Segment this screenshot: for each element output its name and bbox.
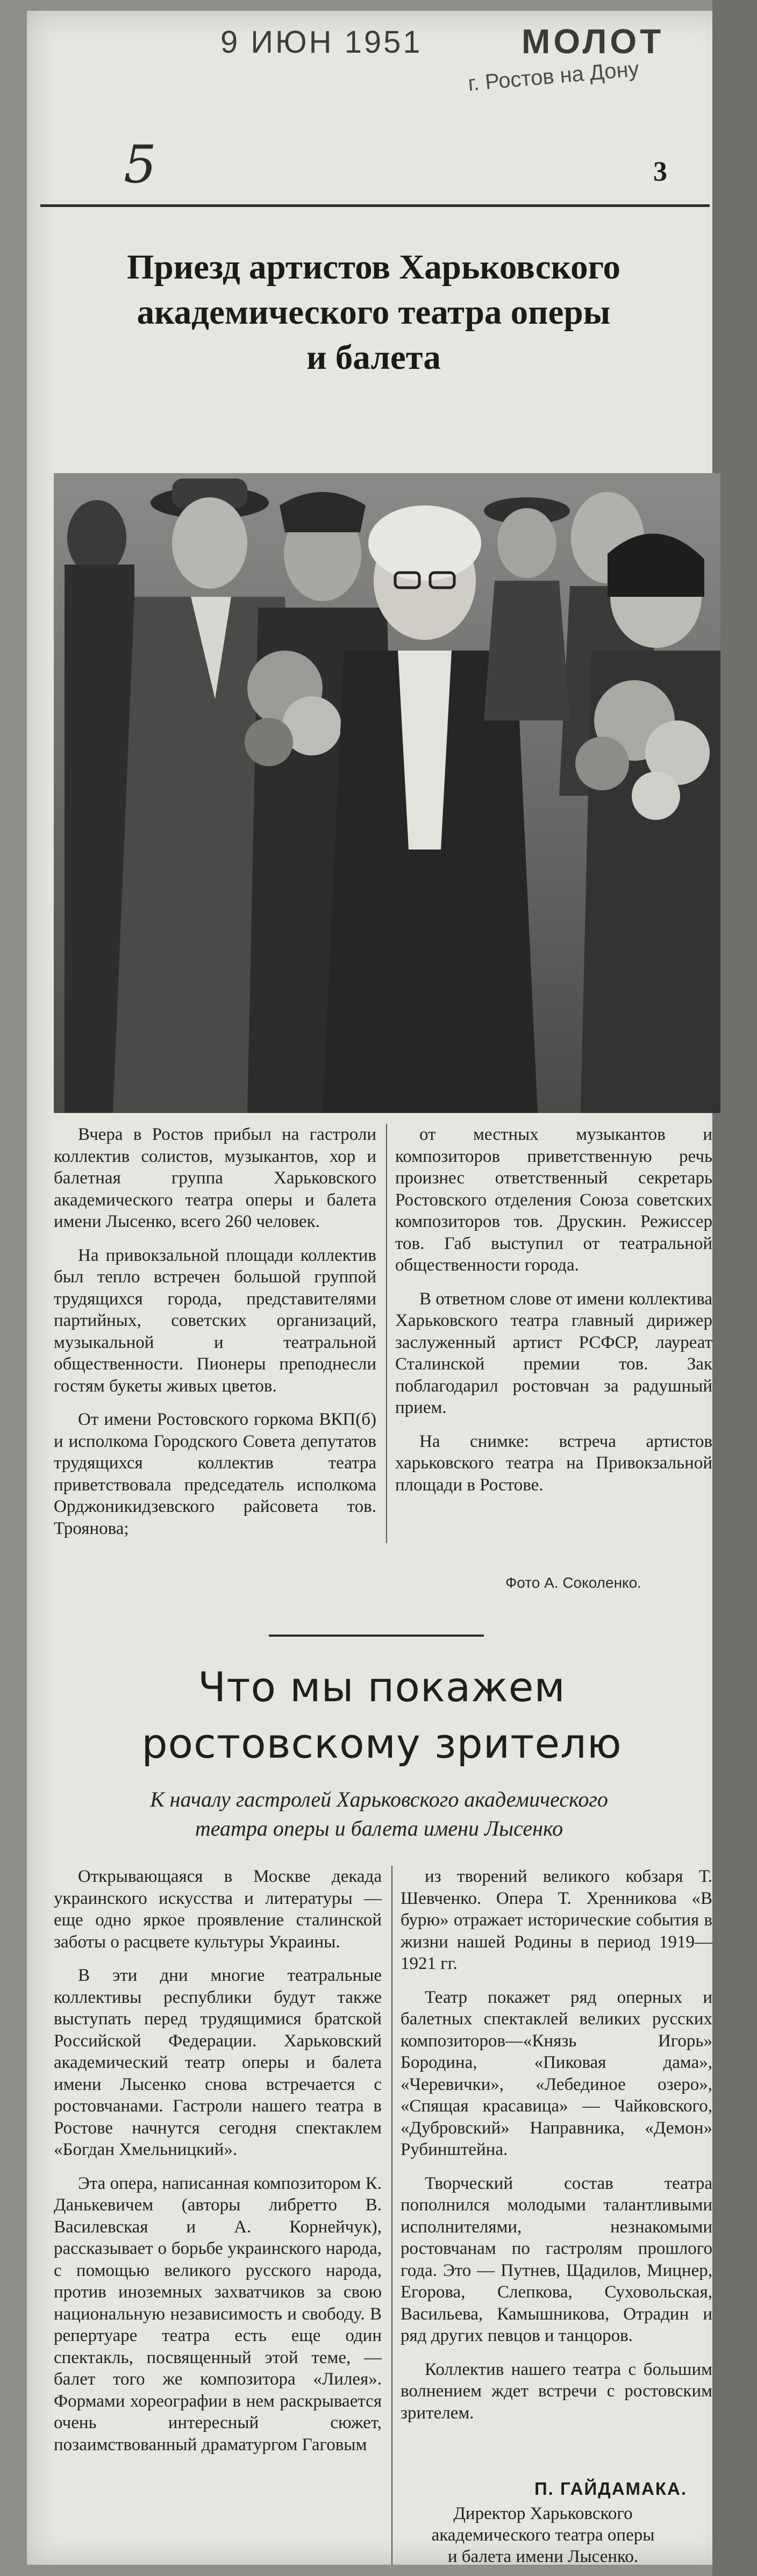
- article2-right-column: [401, 1866, 712, 2436]
- headline-arrival: Приезд артистов Харьковского академического театра оперы и балета: [126, 248, 621, 377]
- signature-title: Директор Харьковского академического театра оперы и балета имени Лысенко.: [431, 2504, 655, 2566]
- subheadline: К началу гастролей Харьковского академического театра оперы и балета имени Лысенко: [150, 1787, 608, 1840]
- photo-caption: На снимке: встреча артистов харьковского театра на Привокзальной площади в Ростове.: [395, 1431, 712, 1495]
- paragraph: Творческий состав театра пополнился молодыми талантливыми исполнителями, незнакомыми ростовчанам по гастролям прошлого года. Это — Путнев, Щадилов, Мицнер, Егорова, Слепкова, Суховольская, Васильева, Камышникова, Отрадин и ряд других певцов и танцоров.: [401, 2173, 712, 2345]
- paragraph: В эти дни многие театральные коллективы республики будут также выступать перед трудящимися братской Российской Федерации. Харьковский академический театр оперы и балета имени Лысенко снова встречается с ростовчанами. Гастроли нашего театра в Ростове начнутся сегодня спектаклем «Богдан Хмельницкий».: [54, 1966, 382, 2159]
- paragraph: Открывающаяся в Москве декада украинского искусства и литературы — еще одно яркое проявление сталинской заботы о расцвете культуры Украины.: [54, 1867, 382, 1952]
- paragraph: От имени Ростовского горкома ВКП(б) и исполкома Городского Совета депутатов трудящихся коллектив театра приветствовала председатель исполкома Орджоникидзевского райсовета тов. Троянова;: [54, 1410, 376, 1538]
- news-photo: [54, 473, 720, 1113]
- article1-left-column: [54, 1124, 376, 1551]
- newspaper-stamp: МОЛОТ: [522, 22, 665, 61]
- photo-credit: Фото А. Соколенко.: [505, 1574, 641, 1591]
- page-number: 3: [653, 156, 667, 187]
- date-stamp: 9 ИЮН 1951: [220, 25, 423, 60]
- city-stamp: г. Ростов на Дону: [467, 57, 640, 96]
- paragraph: На привокзальной площади коллектив был тепло встречен большой группой трудящихся города, представителями партийных, советских организаций, музыкальной и театральной общественности. Пионеры преподнесли гостям букеты живых цветов.: [54, 1245, 376, 1396]
- paragraph: от местных музыкантов и композиторов приветственную речь произнес ответственный секретарь Ростовского отделения Союза советских композиторов тов. Друскин. Режиссер тов. Габ выступил от театральной общественности города.: [395, 1125, 712, 1275]
- background-strip: [712, 0, 757, 2576]
- section-divider: [269, 1635, 484, 1637]
- column-divider: [386, 1124, 387, 1543]
- signature-name: П. ГАЙДАМАКА.: [534, 2479, 687, 2499]
- top-rule: [40, 204, 710, 207]
- photo-image: [54, 473, 720, 1113]
- paragraph: Коллектив нашего театра с большим волнением ждет встречи с ростовским зрителем.: [401, 2359, 712, 2423]
- paragraph: В ответном слове от имени коллектива Харьковского театра главный дирижер заслуженный артист РСФСР, лауреат Сталинской премии тов. Зак поблагодарил ростовчан за радушный прием.: [395, 1289, 712, 1417]
- paragraph: Вчера в Ростов прибыл на гастроли коллектив солистов, музыкантов, хор и балетная группа Харьковского академического театра оперы и балета имени Лысенко, всего 260 человек.: [54, 1125, 376, 1231]
- handwritten-number: 5: [124, 134, 157, 195]
- paragraph: Эта опера, написанная композитором К. Данькевичем (авторы либретто В. Василевская и А. Корнейчук), рассказывает о борьбе украинского народа, с помощью великого русского народа, против иноземных захватчиков за свою национальную независимость и свободу. В репертуаре театра есть еще один спектакль, посвященный этой теме, — балет того же композитора «Лилея». Формами хореографии в нем раскрывается очень интересный сюжет, позаимствованный драматургом Гаговым: [54, 2173, 382, 2454]
- article1-right-column: [395, 1124, 712, 1508]
- paragraph: Театр покажет ряд оперных и балетных спектаклей великих русских композиторов—«Князь Игорь» Бородина, «Пиковая дама», «Черевички», «Лебединое озеро», «Спящая красавица» — Чайковского, «Дубровский» Направника, «Демон» Рубинштейна.: [401, 1987, 712, 2159]
- article2-left-column: [54, 1866, 382, 2467]
- column-divider: [391, 1866, 392, 2565]
- headline-what-we-show: Что мы покажем ростовскому зрителю: [141, 1663, 622, 1767]
- paragraph: из творений великого кобзаря Т. Шевченко. Опера Т. Хренникова «В бурю» отражает исторические события в жизни нашей Родины в период 1919—1921 гг.: [401, 1867, 712, 1973]
